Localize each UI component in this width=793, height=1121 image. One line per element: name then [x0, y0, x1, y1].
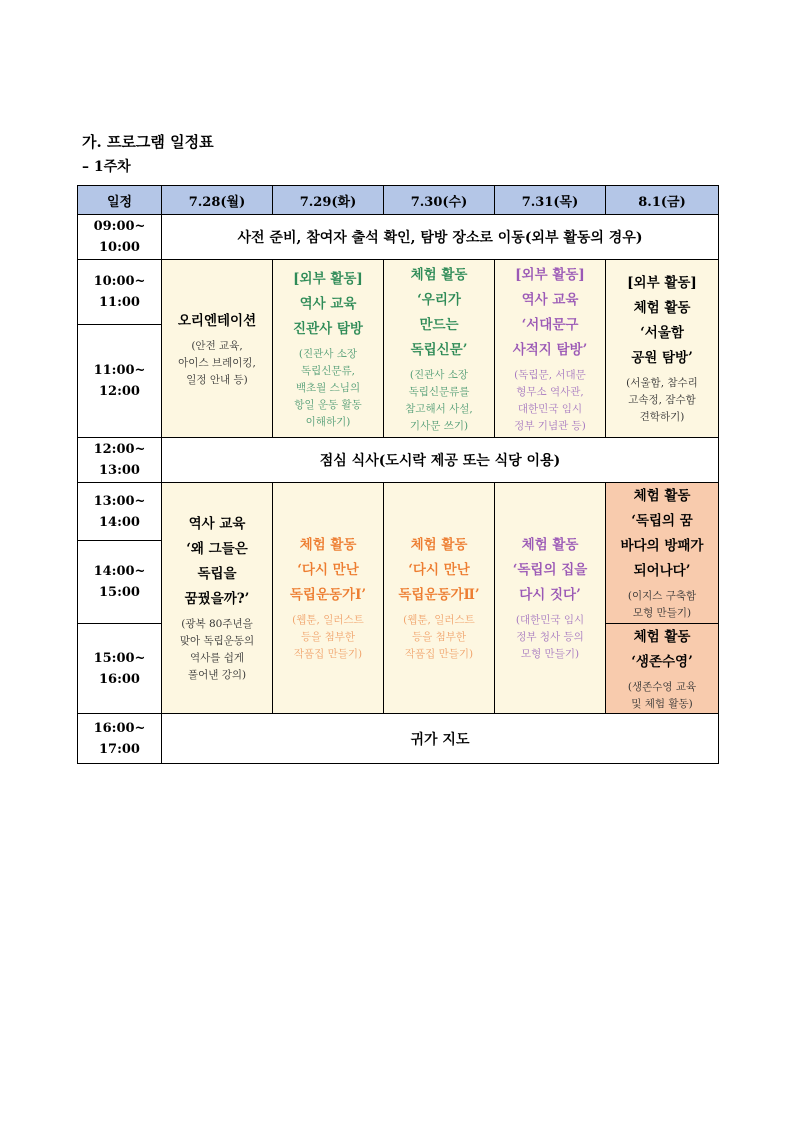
prep-span-cell: 사전 준비, 참여자 출석 확인, 탐방 장소로 이동(외부 활동의 경우)	[162, 215, 719, 260]
header-day-4: 7.31(목)	[495, 186, 606, 215]
time-cell: 11:00~ 12:00	[78, 325, 162, 438]
table-row	[78, 483, 719, 541]
activity-cell-mon-pm: 역사 교육 ‘왜 그들은 독립을 꿈꿨을까?’ (광복 80주년을 맞아 독립운동의 역사를 쉽게 풀어낸 강의)	[162, 483, 273, 714]
activity-cell-mon-am: 오리엔테이션 (안전 교육, 아이스 브레이킹, 일정 안내 등)	[162, 260, 273, 438]
activity-cell-thu-am: [외부 활동] 역사 교육 ‘서대문구 사적지 탐방’ (독립문, 서대문 형무소 역사관, 대한민국 임시 정부 기념관 등)	[495, 260, 606, 438]
activity-cell-wed-pm: 체험 활동 ‘다시 만난 독립운동가Ⅱ’ (웹툰, 일러스트 등을 첨부한 작품집 만들기)	[384, 483, 495, 714]
header-schedule: 일정	[78, 186, 162, 215]
page-heading: 가. 프로그램 일정표	[82, 133, 214, 151]
activity-cell-tue-pm: 체험 활동 ‘다시 만난 독립운동가Ⅰ’ (웹툰, 일러스트 등을 첨부한 작품집 만들기)	[273, 483, 384, 714]
table-row	[78, 438, 719, 483]
time-cell: 15:00~ 16:00	[78, 624, 162, 714]
activity-cell-tue-am: [외부 활동] 역사 교육 진관사 탐방 (진관사 소장 독립신문류, 백초월 스님의 항일 운동 활동 이해하기)	[273, 260, 384, 438]
header-day-5: 8.1(금)	[606, 186, 719, 215]
activity-cell-fri-am: [외부 활동] 체험 활동 ‘서울함 공원 탐방’ (서울함, 참수리 고속정, 잠수함 견학하기)	[606, 260, 719, 438]
time-cell: 10:00~ 11:00	[78, 260, 162, 325]
time-cell: 16:00~ 17:00	[78, 714, 162, 764]
header-day-1: 7.28(월)	[162, 186, 273, 215]
header-day-3: 7.30(수)	[384, 186, 495, 215]
table-row	[78, 260, 719, 325]
activity-cell-fri-pm-1: 체험 활동 ‘독립의 꿈 바다의 방패가 되어나다’ (이지스 구축함 모형 만들기)	[606, 483, 719, 624]
table-row	[78, 714, 719, 764]
header-row	[78, 186, 719, 215]
time-cell: 12:00~ 13:00	[78, 438, 162, 483]
activity-cell-thu-pm: 체험 활동 ‘독립의 집을 다시 짓다’ (대한민국 임시 정부 청사 등의 모형 만들기)	[495, 483, 606, 714]
table-row	[78, 215, 719, 260]
activity-cell-wed-am: 체험 활동 ‘우리가 만드는 독립신문’ (진관사 소장 독립신문류를 참고해서 사설, 기사문 쓰기)	[384, 260, 495, 438]
time-cell: 13:00~ 14:00	[78, 483, 162, 541]
time-cell: 09:00~ 10:00	[78, 215, 162, 260]
week-subheading: – 1주차	[82, 159, 131, 175]
dismissal-span-cell: 귀가 지도	[162, 714, 719, 764]
lunch-span-cell: 점심 식사(도시락 제공 또는 식당 이용)	[162, 438, 719, 483]
header-day-2: 7.29(화)	[273, 186, 384, 215]
activity-cell-fri-pm-2: 체험 활동 ‘생존수영’ (생존수영 교육 및 체험 활동)	[606, 624, 719, 714]
time-cell: 14:00~ 15:00	[78, 541, 162, 624]
schedule-table	[77, 185, 719, 764]
